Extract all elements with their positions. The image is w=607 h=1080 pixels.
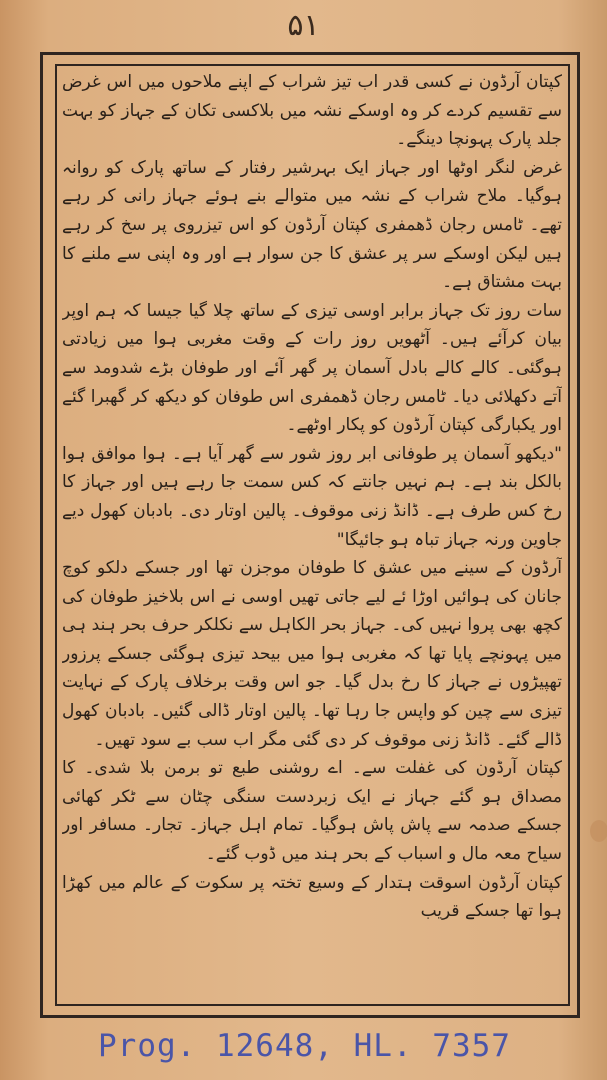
paragraph: آرڈون کے سینے میں عشق کا طوفان موجزن تھا اور جسکے دلکو کوچ جانان کی ہوائیں اوڑا ئے لیے جاتی تھیں اوسی نے اس بلاخیز طوفان کی کچھ بھی پروا نہیں کی۔ جہاز بحر الکاہل سے نکلکر حرف بحر ہند ہی میں پہونچے پایا تھا کہ مغربی ہوا میں بیحد تیزی ہوگئی جسکے پرزور تھپیڑوں نے جہاز کا رخ بدل گیا۔ جو اس وقت برخلاف پارک کے نہایت تیزی سے چین کو واپس جا رہا تھا۔ پالین اوتار ڈالی گئیں۔ بادبان کھول ڈالے گئے۔ ڈانڈ زنی موقوف کر دی گئی مگر اب سب بے سود تھیں۔ bbox=[62, 558, 562, 750]
paragraph: غرض لنگر اوٹھا اور جہاز ایک بہرشیر رفتار کے ساتھ پارک کو روانہ ہوگیا۔ ملاح شراب کے نشہ میں متوالے بنے ہوئے جہاز رانی کر رہے تھے۔ ٹامس رجان ڈھمفری کپتان آرڈون کو اس تیزروی پر سخ کر رہے ہیں لیکن اوسکے سر پر عشق کا جن سوار ہے اور وہ اپنی سے ملنے کا بہت مشتاق ہے۔ bbox=[62, 157, 562, 293]
urdu-text-body bbox=[62, 68, 562, 1002]
paper-stain bbox=[590, 820, 607, 842]
catalog-number-handwritten: Prog. 12648, HL. 7357 bbox=[98, 1028, 511, 1064]
paragraph: کپتان آرڈون اسوقت ہتدار کے وسیع تختہ پر سکوت کے عالم میں کھڑا ہوا تھا جسکے قریب bbox=[62, 872, 562, 922]
paragraph: سات روز تک جہاز برابر اوسی تیزی کے ساتھ چلا گیا جیسا کہ ہم اوپر بیان کرآئے ہیں۔ آٹھویں روز رات کے وقت مغربی ہوا میں زیادتی ہوگئی۔ کالے کالے بادل آسمان پر گھر آئے اور طوفان بڑے شدومد سے آتے دکھلائی دیا۔ ٹامس رجان ڈھمفری اس طوفان کو دیکھ کر گھبرا گئے اور یکبارگی کپتان آرڈون کو پکار اوٹھے۔ bbox=[62, 300, 562, 436]
paragraph: کپتان آرڈون کی غفلت سے۔ اے روشنی طبع تو برمن بلا شدی۔ کا مصداق ہو گئے جہاز نے ایک زبردست سنگی چٹان سے ٹکر کھائی جسکے صدمہ سے پاش پاش ہوگیا۔ تمام اہل جہاز۔ تجار۔ مسافر اور سیاح معہ مال و اسباب کے بحر ہند میں ڈوب گئے۔ bbox=[62, 758, 562, 865]
paragraph: کپتان آرڈون نے کسی قدر اب تیز شراب کے اپنے ملاحوں میں اس غرض سے تقسیم کردے کر وہ اوسکے نشہ میں بلاکسی تکان کے جہاز کو بہت جلد پارک پہونچا دینگے۔ bbox=[62, 72, 562, 150]
page-number: ۵۱ bbox=[287, 8, 320, 43]
paragraph: "دیکھو آسمان پر طوفانی ابر روز شور سے گھر آیا ہے۔ ہوا موافق ہوا بالکل بند ہے۔ ہم نہیں جانتے کہ کس سمت جا رہے ہیں اور جہاز کا رخ کس طرف ہے۔ ڈانڈ زنی موقوف۔ پالین اوتار دی۔ بادبان کھول دیے جاوین ورنہ جہاز تباہ ہو جائیگا" bbox=[62, 443, 562, 550]
